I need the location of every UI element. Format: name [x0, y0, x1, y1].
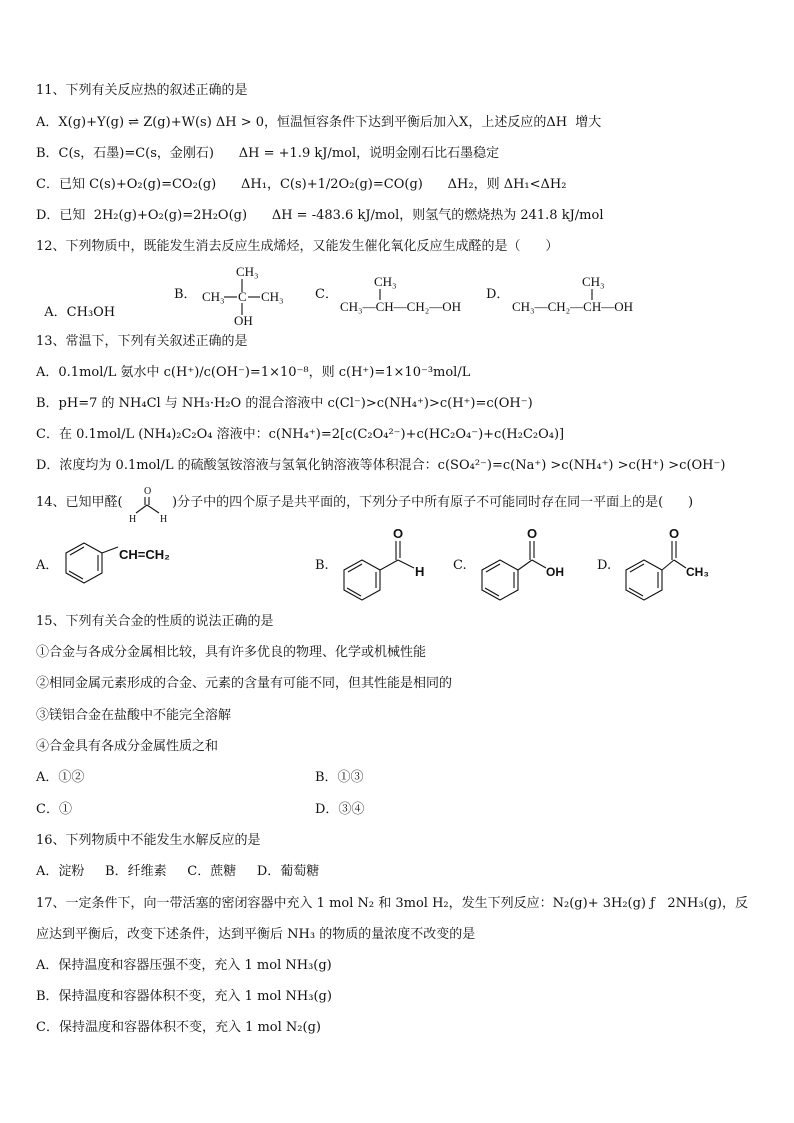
q13-option-a: A．0.1mol/L 氨水中 c(H⁺)/c(OH⁻)=1×10⁻⁸，则 c(H⁺)=1×10⁻³mol/L	[36, 365, 471, 380]
q17-option-b: B．保持温度和容器体积不变，充入 1 mol NH₃(g)	[36, 989, 332, 1004]
q14-stem-pre: 14、已知甲醛(	[36, 495, 123, 510]
q11-option-d: D．已知 2H₂(g)+O₂(g)=2H₂O(g) ΔH = -483.6 kJ/mol，则氢气的燃烧热为 241.8 kJ/mol	[36, 208, 604, 223]
q11-stem: 11、下列有关反应热的叙述正确的是	[36, 83, 248, 98]
q16-options: A．淀粉 B．纤维素 C．蔗糖 D．葡萄糖	[36, 864, 320, 879]
q12-stem: 12、下列物质中，既能发生消去反应生成烯烃，又能发生催化氧化反应生成醛的是（ ）	[36, 239, 559, 254]
q15-option-b: B．①③	[315, 770, 364, 785]
q17-option-c: C．保持温度和容器体积不变，充入 1 mol N₂(g)	[36, 1020, 321, 1035]
q14-b-o: O	[393, 526, 404, 541]
q15-statement-2: ②相同金属元素形成的合金、元素的含量有可能不同，但其性能是相同的	[36, 676, 453, 691]
q14-b-label: B.	[315, 558, 329, 573]
q14-c-label: C.	[453, 558, 467, 573]
q12-c-top: CH₃	[374, 274, 397, 289]
q14-c-structure	[476, 526, 586, 604]
q14-c-oh: OH	[546, 565, 564, 579]
q14-a-group: CH=CH₂	[119, 547, 170, 562]
q11-option-c: C．已知 C(s)+O₂(g)=CO₂(g) ΔH₁，C(s)+1/2O₂(g)=CO(g) ΔH₂，则 ΔH₁<ΔH₂	[36, 177, 567, 192]
q12-d-top: CH₃	[582, 274, 605, 289]
q12-d-label: D．	[486, 287, 510, 302]
q15-statement-1: ①合金与各成分金属相比较，具有许多优良的物理、化学或机械性能	[36, 645, 427, 660]
q14-d-ch3: CH₃	[686, 565, 709, 579]
q14-c-o: O	[527, 526, 538, 541]
q12-c-main: CH₃—CH—CH₂—OH	[340, 299, 462, 314]
q13-option-c: C．在 0.1mol/L (NH₄)₂C₂O₄ 溶液中：c(NH₄⁺)=2[c(C₂O₄²⁻)+c(HC₂O₄⁻)+c(H₂C₂O₄)]	[36, 427, 565, 442]
q12-option-a	[36, 286, 115, 322]
q17-option-a: A．保持温度和容器压强不变，充入 1 mol NH₃(g)	[36, 958, 332, 973]
q12-b-label: B．	[174, 287, 197, 302]
q12-b-structure	[198, 262, 298, 330]
q14-b-structure	[338, 526, 438, 604]
q12-b-bottom: OH	[234, 313, 253, 328]
q14-a-structure	[62, 537, 192, 591]
q15-option-a: A．①②	[36, 770, 85, 785]
q17-stem-line1: 17、一定条件下，向一带活塞的密闭容器中充入 1 mol N₂ 和 3mol H₂，发生下列反应：N₂(g)+ 3H₂(g) ƒ 2NH₃(g)，反	[36, 896, 748, 911]
q14-stem-post: )分子中的四个原子是共平面的，下列分子中所有原子不可能同时存在同一平面上的是( )	[172, 495, 694, 510]
q11-option-b: B．C(s，石墨)=C(s，金刚石) ΔH = +1.9 kJ/mol，说明金刚石比石墨稳定	[36, 146, 500, 161]
q14-formaldehyde-h1: H	[129, 514, 137, 525]
q12-b-left: CH₃	[202, 289, 225, 304]
q12-d-structure	[512, 272, 652, 318]
q14-d-label: D.	[597, 558, 612, 573]
q13-option-d: D．浓度均为 0.1mol/L 的硫酸氢铵溶液与氢氧化钠溶液等体积混合：c(SO₄²⁻)=c(Na⁺) >c(NH₄⁺) >c(H⁺) >c(OH⁻)	[36, 458, 726, 473]
q12-d-main: CH₃—CH₂—CH—OH	[512, 299, 634, 314]
q16-stem: 16、下列物质中不能发生水解反应的是	[36, 833, 261, 848]
q12-a-formula: CH₃OH	[66, 305, 116, 320]
q13-option-b: B．pH=7 的 NH₄Cl 与 NH₃·H₂O 的混合溶液中 c(Cl⁻)>c(NH₄⁺)>c(H⁺)=c(OH⁻)	[36, 396, 533, 411]
q17-stem-line2: 应达到平衡后，改变下述条件，达到平衡后 NH₃ 的物质的量浓度不改变的是	[36, 927, 476, 942]
q12-b-top: CH₃	[236, 264, 259, 279]
q12-c-label: C．	[315, 287, 338, 302]
q14-a-label: A．	[36, 558, 59, 573]
q15-statement-4: ④合金具有各成分金属性质之和	[36, 739, 219, 754]
q15-statement-3: ③镁铝合金在盐酸中不能完全溶解	[36, 708, 232, 723]
q14-d-o: O	[669, 526, 680, 541]
q13-stem: 13、常温下，下列有关叙述正确的是	[36, 334, 248, 349]
q15-option-d: D．③④	[315, 802, 365, 817]
q12-a-label: A．	[44, 305, 67, 320]
q12-b-center: C	[238, 289, 247, 304]
q14-formaldehyde-o: O	[144, 486, 152, 497]
q15-stem: 15、下列有关合金的性质的说法正确的是	[36, 614, 274, 629]
q15-option-c: C．①	[36, 802, 72, 817]
q14-formaldehyde-h2: H	[160, 514, 168, 525]
q14-formaldehyde-structure	[126, 483, 172, 525]
q11-option-a: A．X(g)+Y(g) ⇌ Z(g)+W(s) ΔH > 0，恒温恒容条件下达到平衡后加入X，上述反应的ΔH 增大	[36, 115, 602, 130]
q14-b-h: H	[415, 564, 425, 579]
q12-b-right: CH₃	[261, 289, 284, 304]
q14-d-structure	[620, 526, 730, 604]
q12-c-structure	[340, 272, 480, 318]
